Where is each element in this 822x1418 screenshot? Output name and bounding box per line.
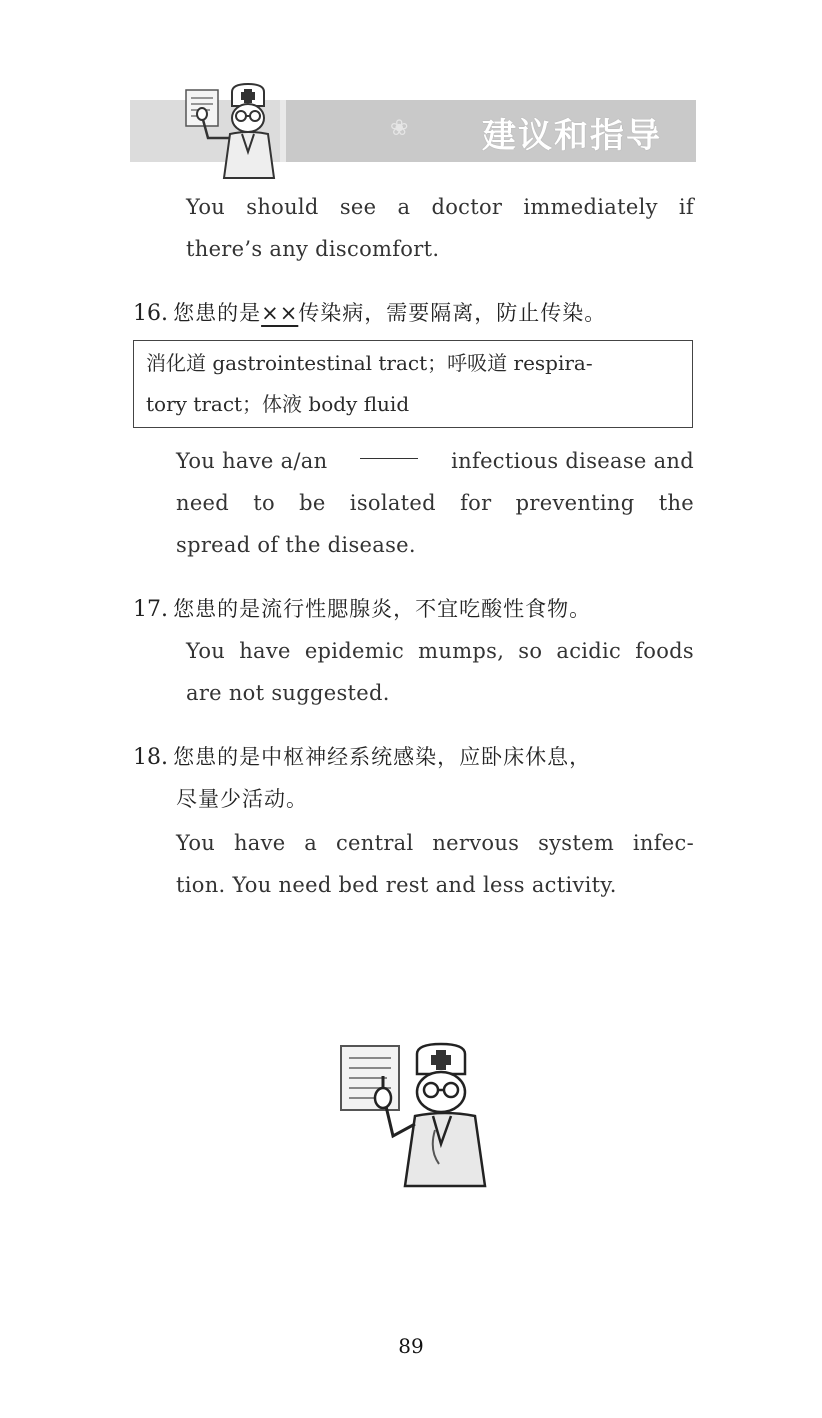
item-18-english-line-1: You have a central nervous system infec- [176,831,694,855]
item-18-chinese-line-1 [133,736,591,778]
doctor-illustration-large [335,1040,495,1192]
item-16-zh-before: 您患的是 [173,301,262,325]
item-number: 18. [133,745,168,770]
item-18-chinese-line-2: 尽量少活动。 [176,787,308,811]
fill-in-blank [360,440,418,459]
header-divider [280,100,286,162]
item-16-english-line-3: spread of the disease. [176,533,416,557]
item-16-en-before: You have a/an [176,449,328,473]
item-16-english-line-1 [176,440,694,482]
item-18-english-line-2: tion. You need bed rest and less activity. [176,873,617,897]
item-16-english-line-2: need to be isolated for preventing the [176,491,694,515]
page-number: 89 [398,1334,424,1358]
vocabulary-box [133,340,693,428]
intro-line-1: You should see a doctor immediately if [186,195,694,219]
doctor-illustration-small [180,82,280,182]
item-16-en-after: infectious disease and [451,449,694,473]
item-17-zh: 您患的是流行性腮腺炎，不宜吃酸性食物。 [173,597,592,621]
vocabulary-line-2: tory tract；体液 body fluid [146,392,410,416]
vocabulary-line-1: 消化道 gastrointestinal tract；呼吸道 respira- [146,351,593,375]
section-title: 建议和指导 [482,116,662,156]
item-17-chinese [133,588,591,630]
item-16-zh-after: 传染病，需要隔离，防止传染。 [298,301,607,325]
item-16-chinese [133,292,606,334]
item-17-english-line-1: You have epidemic mumps, so acidic foods [186,639,694,663]
intro-line-2: there’s any discomfort. [186,237,440,261]
item-18-zh-line-1: 您患的是中枢神经系统感染，应卧床休息， [173,745,592,769]
item-number: 16. [133,301,168,326]
item-17-english-line-2: are not suggested. [186,681,390,705]
item-number: 17. [133,597,168,622]
item-16-placeholder: ×× [261,301,299,325]
header-decoration-icon: ❀ [390,116,409,141]
